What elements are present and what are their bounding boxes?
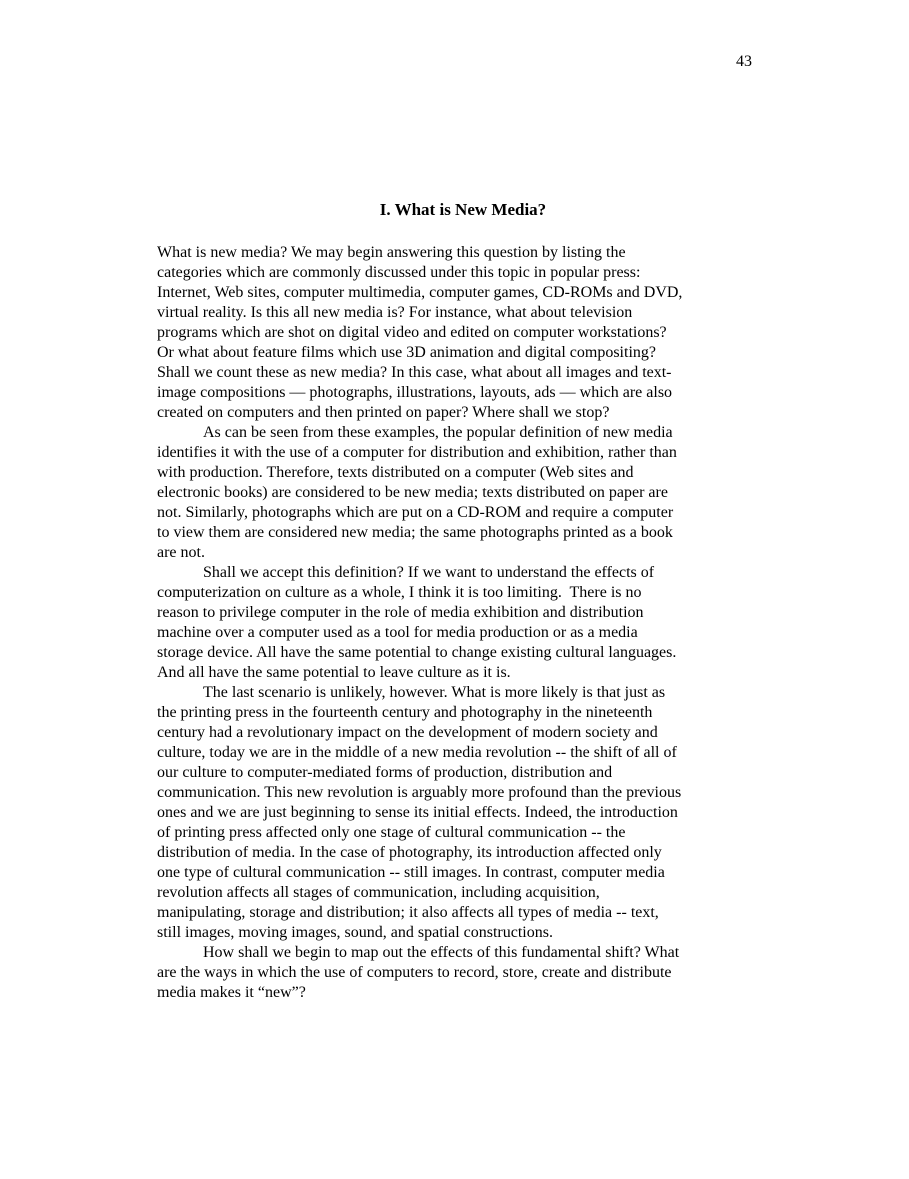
text-line: communication. This new revolution is arguably more profound than the previous xyxy=(157,784,682,801)
page-content xyxy=(157,200,769,1003)
text-line: are not. xyxy=(157,544,205,561)
text-line: revolution affects all stages of communication, including acquisition, xyxy=(157,884,600,901)
text-line: And all have the same potential to leave culture as it is. xyxy=(157,664,511,681)
text-line: Shall we accept this definition? If we want to understand the effects of xyxy=(203,564,655,581)
text-line: virtual reality. Is this all new media is? For instance, what about television xyxy=(157,304,633,321)
text-line: not. Similarly, photographs which are put on a CD-ROM and require a computer xyxy=(157,504,674,521)
text-line: machine over a computer used as a tool for media production or as a media xyxy=(157,624,638,641)
text-line: culture, today we are in the middle of a new media revolution -- the shift of all of xyxy=(157,744,677,761)
text-line: still images, moving images, sound, and spatial constructions. xyxy=(157,924,553,941)
body-text xyxy=(157,243,769,1003)
text-line: computerization on culture as a whole, I think it is too limiting. There is no xyxy=(157,584,642,601)
section-heading: I. What is New Media? xyxy=(379,200,547,219)
text-line: Shall we count these as new media? In this case, what about all images and text- xyxy=(157,364,672,381)
text-line: storage device. All have the same potential to change existing cultural languages. xyxy=(157,644,677,661)
text-line: identifies it with the use of a computer for distribution and exhibition, rather than xyxy=(157,444,677,461)
text-line: programs which are shot on digital video and edited on computer workstations? xyxy=(157,324,667,341)
text-line: to view them are considered new media; the same photographs printed as a book xyxy=(157,524,673,541)
text-line: Internet, Web sites, computer multimedia, computer games, CD-ROMs and DVD, xyxy=(157,284,683,301)
text-line: century had a revolutionary impact on the development of modern society and xyxy=(157,724,658,741)
text-line: categories which are commonly discussed under this topic in popular press: xyxy=(157,264,641,281)
text-line: reason to privilege computer in the role of media exhibition and distribution xyxy=(157,604,644,621)
text-line: the printing press in the fourteenth century and photography in the nineteenth xyxy=(157,704,653,721)
text-line: with production. Therefore, texts distributed on a computer (Web sites and xyxy=(157,464,634,481)
paragraph xyxy=(157,423,769,563)
text-line: our culture to computer-mediated forms of production, distribution and xyxy=(157,764,613,781)
text-line: created on computers and then printed on paper? Where shall we stop? xyxy=(157,404,610,421)
text-line: What is new media? We may begin answering this question by listing the xyxy=(157,244,626,261)
text-line: are the ways in which the use of computers to record, store, create and distribute xyxy=(157,964,672,981)
text-line: electronic books) are considered to be new media; texts distributed on paper are xyxy=(157,484,668,501)
text-line: As can be seen from these examples, the popular definition of new media xyxy=(203,424,673,441)
text-line: one type of cultural communication -- still images. In contrast, computer media xyxy=(157,864,665,881)
page-number: 43 xyxy=(736,53,752,70)
text-line: ones and we are just beginning to sense its initial effects. Indeed, the introduction xyxy=(157,804,678,821)
paragraph xyxy=(157,683,769,943)
text-line: Or what about feature films which use 3D animation and digital compositing? xyxy=(157,344,656,361)
paragraph xyxy=(157,563,769,683)
text-line: manipulating, storage and distribution; it also affects all types of media -- text, xyxy=(157,904,659,921)
text-line: media makes it “new”? xyxy=(157,984,306,1001)
paragraph xyxy=(157,943,769,1003)
text-line: image compositions — photographs, illustrations, layouts, ads — which are also xyxy=(157,384,673,401)
text-line: distribution of media. In the case of photography, its introduction affected only xyxy=(157,844,662,861)
text-line: How shall we begin to map out the effects of this fundamental shift? What xyxy=(203,944,680,961)
text-line: of printing press affected only one stage of cultural communication -- the xyxy=(157,824,626,841)
text-line: The last scenario is unlikely, however. What is more likely is that just as xyxy=(203,684,666,701)
paragraph xyxy=(157,243,769,423)
